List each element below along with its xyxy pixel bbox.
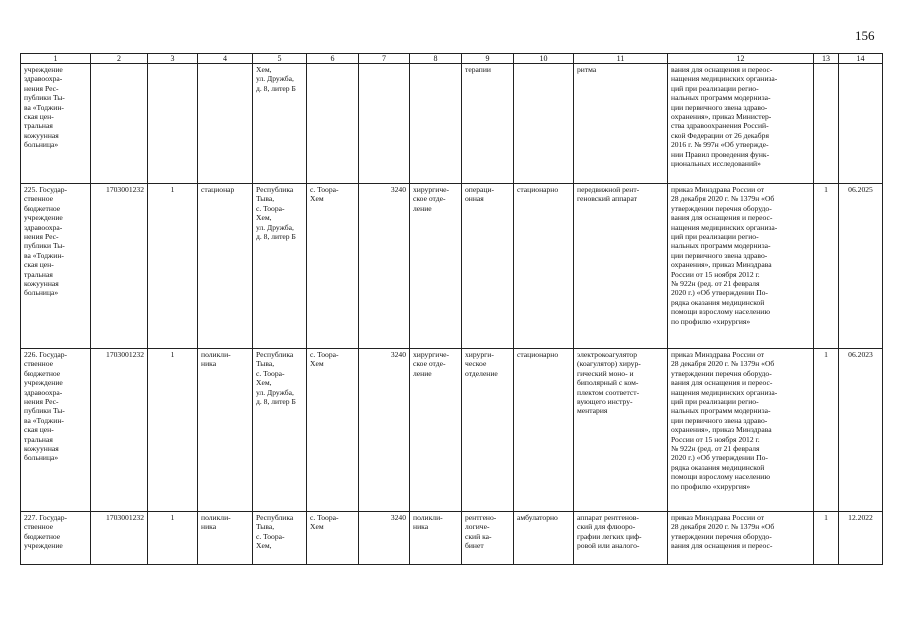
unit-type-cell	[198, 64, 253, 184]
care-form-cell: стационарно	[514, 184, 574, 349]
room-cell: рентгено- логиче- ский ка- бинет	[462, 512, 514, 565]
population-cell	[359, 64, 410, 184]
address-cell: Республика Тыва, с. Тоора- Хем, ул. Дружба, д. 8, литер Б	[253, 184, 307, 349]
unit-type-cell: поликли- ника	[198, 512, 253, 565]
org-name-cell: 226. Государ- ственное бюджетное учреждение здравоохра- нения Рес- публики Ты- ва «Тоджин- ская цен- тральная кожуунная больница»	[21, 349, 91, 512]
count-cell: 1	[148, 512, 198, 565]
header-cell: 4	[198, 54, 253, 64]
date-cell: 06.2023	[839, 349, 883, 512]
care-form-cell	[514, 64, 574, 184]
care-form-cell: амбулаторно	[514, 512, 574, 565]
quantity-cell: 1	[814, 184, 839, 349]
population-cell: 3240	[359, 512, 410, 565]
equipment-table	[20, 53, 883, 565]
date-cell: 06.2025	[839, 184, 883, 349]
inn-cell	[91, 64, 148, 184]
population-cell: 3240	[359, 349, 410, 512]
regulation-cell: вания для оснащения и переос- нащения медицинских организа- ций при реализации регио- нальных программ модерниза- ции первичного звена здраво- охранения», приказ Министер- ства здравоохранения Россий- ской Федерации от 26 декабря 2016 г. № 997н «Об утвержде- нии Правил проведения функ- циональных исследований»	[668, 64, 814, 184]
unit-type-cell: поликли- ника	[198, 349, 253, 512]
table-row	[21, 512, 883, 565]
department-cell: хирургиче- ское отде- ление	[410, 349, 462, 512]
table-row	[21, 184, 883, 349]
header-cell: 6	[307, 54, 359, 64]
count-cell	[148, 64, 198, 184]
inn-cell: 1703001232	[91, 512, 148, 565]
header-cell: 7	[359, 54, 410, 64]
care-form-cell: стационарно	[514, 349, 574, 512]
settlement-cell: с. Тоора- Хем	[307, 184, 359, 349]
equipment-cell: ритма	[574, 64, 668, 184]
header-cell: 9	[462, 54, 514, 64]
header-cell: 11	[574, 54, 668, 64]
settlement-cell: с. Тоора- Хем	[307, 349, 359, 512]
org-name-cell: учреждение здравоохра- нения Рес- публики Ты- ва «Тоджин- ская цен- тральная кожуунная больница»	[21, 64, 91, 184]
table-row	[21, 349, 883, 512]
count-cell: 1	[148, 349, 198, 512]
header-cell: 13	[814, 54, 839, 64]
regulation-cell: приказ Минздрава России от 28 декабря 2020 г. № 1379н «Об утверждении перечня оборудо- вания для оснащения и переос-	[668, 512, 814, 565]
header-row	[21, 54, 883, 64]
address-cell: Хем, ул. Дружба, д. 8, литер Б	[253, 64, 307, 184]
room-cell: операци- онная	[462, 184, 514, 349]
quantity-cell	[814, 64, 839, 184]
header-cell: 3	[148, 54, 198, 64]
header-cell: 2	[91, 54, 148, 64]
department-cell	[410, 64, 462, 184]
header-cell: 12	[668, 54, 814, 64]
header-cell: 1	[21, 54, 91, 64]
department-cell: поликли- ника	[410, 512, 462, 565]
population-cell: 3240	[359, 184, 410, 349]
quantity-cell: 1	[814, 349, 839, 512]
date-cell: 12.2022	[839, 512, 883, 565]
settlement-cell	[307, 64, 359, 184]
address-cell: Республика Тыва, с. Тоора- Хем,	[253, 512, 307, 565]
quantity-cell: 1	[814, 512, 839, 565]
header-cell: 10	[514, 54, 574, 64]
header-cell: 8	[410, 54, 462, 64]
inn-cell: 1703001232	[91, 184, 148, 349]
count-cell: 1	[148, 184, 198, 349]
org-name-cell: 227. Государ- ственное бюджетное учреждение	[21, 512, 91, 565]
date-cell	[839, 64, 883, 184]
equipment-cell: передвижной рент- геновский аппарат	[574, 184, 668, 349]
equipment-cell: аппарат рентгенов- ский для флюоро- графии легких циф- ровой или аналого-	[574, 512, 668, 565]
department-cell: хирургиче- ское отде- ление	[410, 184, 462, 349]
room-cell: хирурги- ческое отделение	[462, 349, 514, 512]
page-number: 156	[855, 28, 875, 43]
equipment-cell: электрокоагулятор (коагулятор) хирур- гический моно- и биполярный с ком- плектом соответст- вующего инстру- ментария	[574, 349, 668, 512]
header-cell: 14	[839, 54, 883, 64]
table-row	[21, 64, 883, 184]
regulation-cell: приказ Минздрава России от 28 декабря 2020 г. № 1379н «Об утверждении перечня оборудо- вания для оснащения и переос- нащения медицинских организа- ций при реализации регио- нальных программ модерниза- ции первичного звена здраво- охранения», приказ Минздрава России от 15 ноября 2012 г. № 922н (ред. от 21 февраля 2020 г.) «Об утверждении По- рядка оказания медицинской помощи взрослому населению по профилю «хирургия»	[668, 349, 814, 512]
address-cell: Республика Тыва, с. Тоора- Хем, ул. Дружба, д. 8, литер Б	[253, 349, 307, 512]
room-cell: терапии	[462, 64, 514, 184]
unit-type-cell: стационар	[198, 184, 253, 349]
settlement-cell: с. Тоора- Хем	[307, 512, 359, 565]
inn-cell: 1703001232	[91, 349, 148, 512]
regulation-cell: приказ Минздрава России от 28 декабря 2020 г. № 1379н «Об утверждении перечня оборудо- вания для оснащения и переос- нащения медицинских организа- ций при реализации регио- нальных программ модерниза- ции первичного звена здраво- охранения», приказ Минздрава России от 15 ноября 2012 г. № 922н (ред. от 21 февраля 2020 г.) «Об утверждении По- рядка оказания медицинской помощи взрослому населению по профилю «хирургия»	[668, 184, 814, 349]
header-cell: 5	[253, 54, 307, 64]
org-name-cell: 225. Государ- ственное бюджетное учреждение здравоохра- нения Рес- публики Ты- ва «Тоджин- ская цен- тральная кожуунная больница»	[21, 184, 91, 349]
